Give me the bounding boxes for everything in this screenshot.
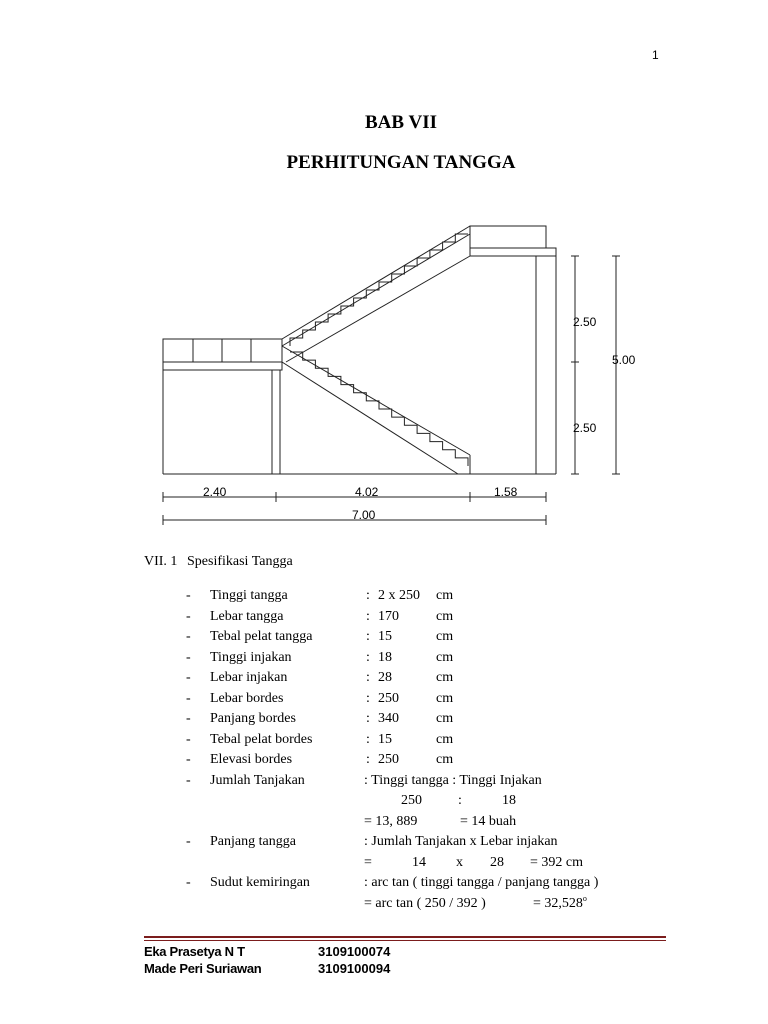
spec-colon: : bbox=[366, 588, 370, 603]
spec-unit: cm bbox=[436, 690, 454, 706]
spec-label: Elevasi bordes bbox=[210, 752, 293, 767]
spec-unit: cm bbox=[436, 670, 454, 685]
page-number: 1 bbox=[652, 48, 659, 62]
spec-label: Panjang bordes bbox=[210, 711, 296, 726]
calc-a: 250 bbox=[401, 793, 422, 808]
spec-unit: cm bbox=[436, 649, 454, 665]
calc-eq: = bbox=[364, 854, 372, 870]
footer-rule bbox=[144, 936, 666, 938]
spec-value: 15 bbox=[378, 731, 392, 747]
spec-label: Sudut kemiringan bbox=[210, 875, 310, 890]
calc-result bbox=[533, 894, 587, 914]
calc-op: x bbox=[456, 854, 463, 870]
left-landing-slab bbox=[163, 362, 282, 370]
upper-flight-line bbox=[282, 226, 470, 339]
upper-flight-soffit bbox=[286, 256, 470, 362]
top-landing-railing bbox=[470, 226, 546, 248]
spec-value: 18 bbox=[378, 649, 392, 665]
spec-label: Lebar injakan bbox=[210, 670, 288, 685]
spec-value: 170 bbox=[378, 608, 399, 624]
chapter-title: PERHITUNGAN TANGGA bbox=[286, 152, 516, 173]
list-dash: - bbox=[186, 690, 191, 706]
dim-label-total-height: 5.00 bbox=[612, 353, 636, 367]
spec-unit: cm bbox=[436, 608, 454, 624]
formula: : arc tan ( tinggi tangga / panjang tangga ) bbox=[364, 875, 599, 890]
spec-value: 250 bbox=[378, 690, 399, 706]
dim-label-left-landing: 2.40 bbox=[203, 485, 227, 499]
spec-unit: cm bbox=[436, 711, 454, 726]
spec-label: Lebar bordes bbox=[210, 690, 284, 706]
dim-label-upper: 2.50 bbox=[573, 315, 597, 329]
formula: : Tinggi tangga : Tinggi Injakan bbox=[364, 772, 542, 788]
footer-rule-thin bbox=[144, 940, 666, 941]
spec-label: Tebal pelat bordes bbox=[210, 731, 313, 747]
list-dash: - bbox=[186, 608, 191, 624]
angle-value: = 32,528 bbox=[533, 895, 583, 911]
spec-colon: : bbox=[366, 690, 370, 706]
spec-label: Tebal pelat tangga bbox=[210, 629, 313, 644]
calc-b: 18 bbox=[502, 793, 516, 808]
list-dash: - bbox=[186, 752, 191, 767]
spec-value: 250 bbox=[378, 752, 399, 767]
lower-flight-soffit bbox=[282, 362, 458, 474]
spec-label: Panjang tangga bbox=[210, 834, 296, 849]
dim-label-lower: 2.50 bbox=[573, 421, 597, 435]
top-landing-slab bbox=[470, 248, 556, 256]
calc-result: = 13, 889 bbox=[364, 813, 418, 829]
dim-label-flight: 4.02 bbox=[355, 485, 379, 499]
list-dash: - bbox=[186, 588, 191, 603]
list-dash: - bbox=[186, 670, 191, 685]
spec-label: Jumlah Tanjakan bbox=[210, 772, 305, 788]
list-dash: - bbox=[186, 731, 191, 747]
spec-colon: : bbox=[366, 608, 370, 624]
spec-label: Tinggi tangga bbox=[210, 588, 288, 603]
author-name: Made Peri Suriawan bbox=[144, 961, 262, 976]
list-dash: - bbox=[186, 772, 191, 788]
formula: : Jumlah Tanjakan x Lebar injakan bbox=[364, 834, 558, 849]
spec-colon: : bbox=[366, 731, 370, 747]
spec-colon: : bbox=[366, 629, 370, 644]
spec-unit: cm bbox=[436, 752, 454, 767]
calc-result: = 14 buah bbox=[460, 813, 517, 829]
author-id: 3109100094 bbox=[318, 961, 391, 976]
spec-unit: cm bbox=[436, 588, 454, 603]
section-heading bbox=[144, 554, 293, 570]
list-dash: - bbox=[186, 875, 191, 890]
list-dash: - bbox=[186, 649, 191, 665]
calc-b: 28 bbox=[490, 854, 504, 870]
calc-a: 14 bbox=[412, 854, 426, 870]
list-dash: - bbox=[186, 629, 191, 644]
spec-colon: : bbox=[366, 670, 370, 685]
spec-colon: : bbox=[366, 711, 370, 726]
calc-eq: = arc tan ( 250 / 392 ) bbox=[364, 895, 486, 911]
spec-unit: cm bbox=[436, 629, 454, 644]
spec-colon: : bbox=[366, 752, 370, 767]
spec-colon: : bbox=[366, 649, 370, 665]
author-name: Eka Prasetya N T bbox=[144, 944, 245, 959]
section-title: Spesifikasi Tangga bbox=[187, 554, 293, 569]
spec-value: 15 bbox=[378, 629, 392, 644]
author-id: 3109100074 bbox=[318, 944, 391, 959]
spec-label: Tinggi injakan bbox=[210, 649, 292, 665]
list-dash: - bbox=[186, 711, 191, 726]
spec-unit: cm bbox=[436, 731, 454, 747]
lower-flight-steps bbox=[290, 352, 468, 466]
dim-label-top-landing: 1.58 bbox=[494, 485, 518, 499]
degree-symbol: o bbox=[582, 893, 587, 903]
chapter-heading: BAB VII bbox=[365, 112, 437, 133]
spec-value: 340 bbox=[378, 711, 399, 726]
spec-value: 2 x 250 bbox=[378, 588, 420, 603]
section-number: VII. 1 bbox=[144, 554, 178, 569]
spec-label: Lebar tangga bbox=[210, 608, 284, 624]
dim-label-total-length: 7.00 bbox=[352, 508, 376, 522]
list-dash: - bbox=[186, 834, 191, 849]
calc-result: = 392 cm bbox=[530, 854, 583, 870]
calc-op: : bbox=[458, 793, 462, 808]
spec-value: 28 bbox=[378, 670, 392, 685]
